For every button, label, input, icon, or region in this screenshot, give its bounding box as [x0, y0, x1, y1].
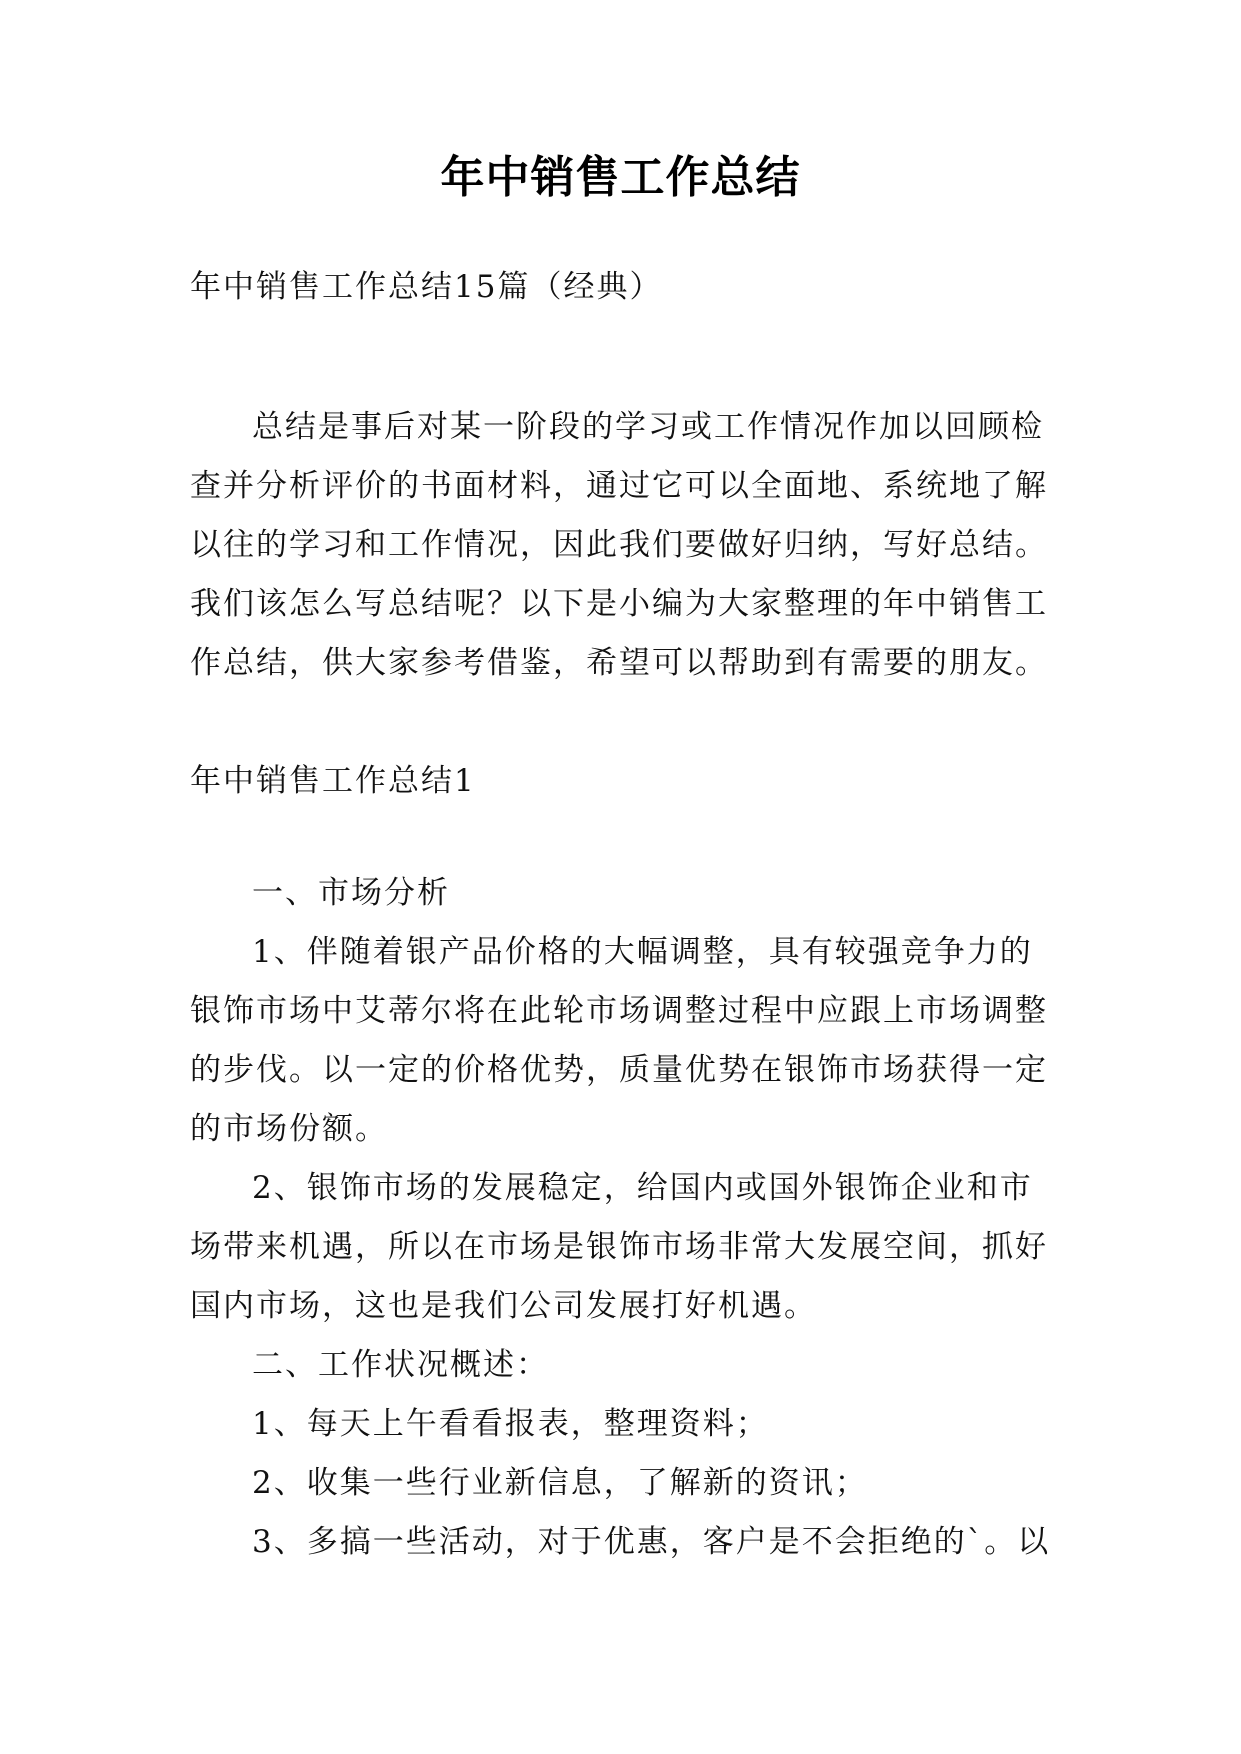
- list-item: 2、收集一些行业新信息，了解新的资讯；: [252, 1465, 868, 1501]
- body-paragraph: 1、伴随着银产品价格的大幅调整，具有较强竞争力的银饰市场中艾蒂尔将在此轮市场调整过程中应跟上市场调整的步伐。以一定的价格优势，质量优势在银饰市场获得一定的市场份额。: [190, 934, 1048, 1147]
- section-heading: 年中销售工作总结1: [190, 763, 476, 799]
- list-item: 1、每天上午看看报表，整理资料；: [252, 1406, 769, 1442]
- section-subheading: 二、工作状况概述：: [252, 1347, 549, 1383]
- document-subtitle: 年中销售工作总结15篇（经典）: [190, 269, 663, 305]
- list-item: 3、多搞一些活动，对于优惠，客户是不会拒绝的`。以: [252, 1524, 1051, 1560]
- section-subheading: 一、市场分析: [252, 875, 450, 911]
- intro-paragraph: 总结是事后对某一阶段的学习或工作情况作加以回顾检查并分析评价的书面材料，通过它可以全面地、系统地了解以往的学习和工作情况，因此我们要做好归纳，写好总结。我们该怎么写总结呢？以下是小编为大家整理的年中销售工作总结，供大家参考借鉴，希望可以帮助到有需要的朋友。: [190, 409, 1048, 681]
- body-paragraph: 2、银饰市场的发展稳定，给国内或国外银饰企业和市场带来机遇，所以在市场是银饰市场非常大发展空间，抓好国内市场，这也是我们公司发展打好机遇。: [190, 1170, 1048, 1324]
- document-title: 年中销售工作总结: [440, 152, 801, 203]
- section-body: [190, 864, 1052, 1572]
